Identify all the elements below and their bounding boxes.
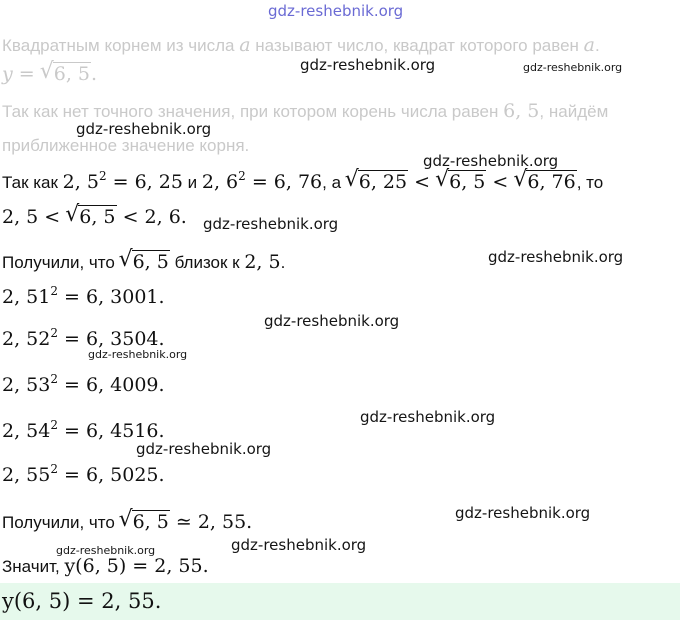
function-line: y = √ 6, 5. bbox=[2, 62, 97, 85]
watermark: gdz-reshebnik.org bbox=[136, 440, 272, 458]
sqrt-symbol: √ 6, 25 bbox=[346, 170, 408, 193]
reason-line-1: Так как нет точного значения, при котором корень числа равен 6, 5, найдём bbox=[2, 100, 609, 122]
square-line: 2, $54^2 = 6$, 4516. bbox=[2, 418, 165, 442]
watermark: gdz-reshebnik.org bbox=[488, 248, 624, 266]
comparison-line: Так как 2, $5^2 = 6$, 25 и 2, $6^2 = 6$, 76, а √ 6, 25 < √ 6, 5 < √ 6, 76, то bbox=[2, 170, 603, 193]
approx-line: Получили, что √ 6, 5 ≃ 2, 55. bbox=[2, 510, 252, 533]
watermark-small: gdz-reshebnik.org bbox=[56, 544, 156, 557]
square-line: 2, $51^2 = 6$, 3001. bbox=[2, 284, 165, 308]
square-line: 2, $53^2 = 6$, 4009. bbox=[2, 372, 165, 396]
watermark: gdz-reshebnik.org bbox=[76, 120, 212, 138]
watermark-top: gdz-reshebnik.org bbox=[268, 2, 404, 20]
watermark: gdz-reshebnik.org bbox=[203, 215, 339, 233]
watermark-small: gdz-reshebnik.org bbox=[88, 348, 188, 361]
sqrt-symbol: √ 6, 5 bbox=[436, 170, 486, 193]
watermark: gdz-reshebnik.org bbox=[423, 152, 559, 170]
sqrt-symbol: √ 6, 5 bbox=[120, 510, 170, 533]
watermark: gdz-reshebnik.org bbox=[300, 56, 436, 74]
answer-box bbox=[0, 583, 680, 620]
square-line: 2, $55^2 = 6$, 5025. bbox=[2, 462, 165, 486]
watermark: gdz-reshebnik.org bbox=[264, 312, 400, 330]
answer-expression: y(6, 5) = 2, 55. bbox=[2, 589, 162, 613]
watermark: gdz-reshebnik.org bbox=[231, 536, 367, 554]
therefore-line: Значит, y(6, 5) = 2, 55. bbox=[2, 555, 209, 577]
sqrt-symbol: √ 6, 5 bbox=[41, 62, 91, 85]
square-line: 2, $52^2 = 6$, 3504. bbox=[2, 326, 165, 350]
definition-line: Квадратным корнем из числа a называют число, квадрат которого равен a. bbox=[2, 34, 600, 56]
watermark: gdz-reshebnik.org bbox=[455, 504, 591, 522]
bounds-line: 2, 5 < √ 6, 5 < 2, 6. bbox=[2, 205, 187, 228]
sqrt-symbol: √ 6, 76 bbox=[514, 170, 576, 193]
sqrt-symbol: √ 6, 5 bbox=[120, 250, 170, 273]
watermark: gdz-reshebnik.org bbox=[360, 408, 496, 426]
sqrt-symbol: √ 6, 5 bbox=[66, 205, 116, 228]
close-line: Получили, что √ 6, 5 близок к 2, 5. bbox=[2, 250, 285, 273]
reason-line-2: приближенное значение корня. bbox=[2, 136, 250, 155]
watermark-small: gdz-reshebnik.org bbox=[523, 61, 623, 74]
